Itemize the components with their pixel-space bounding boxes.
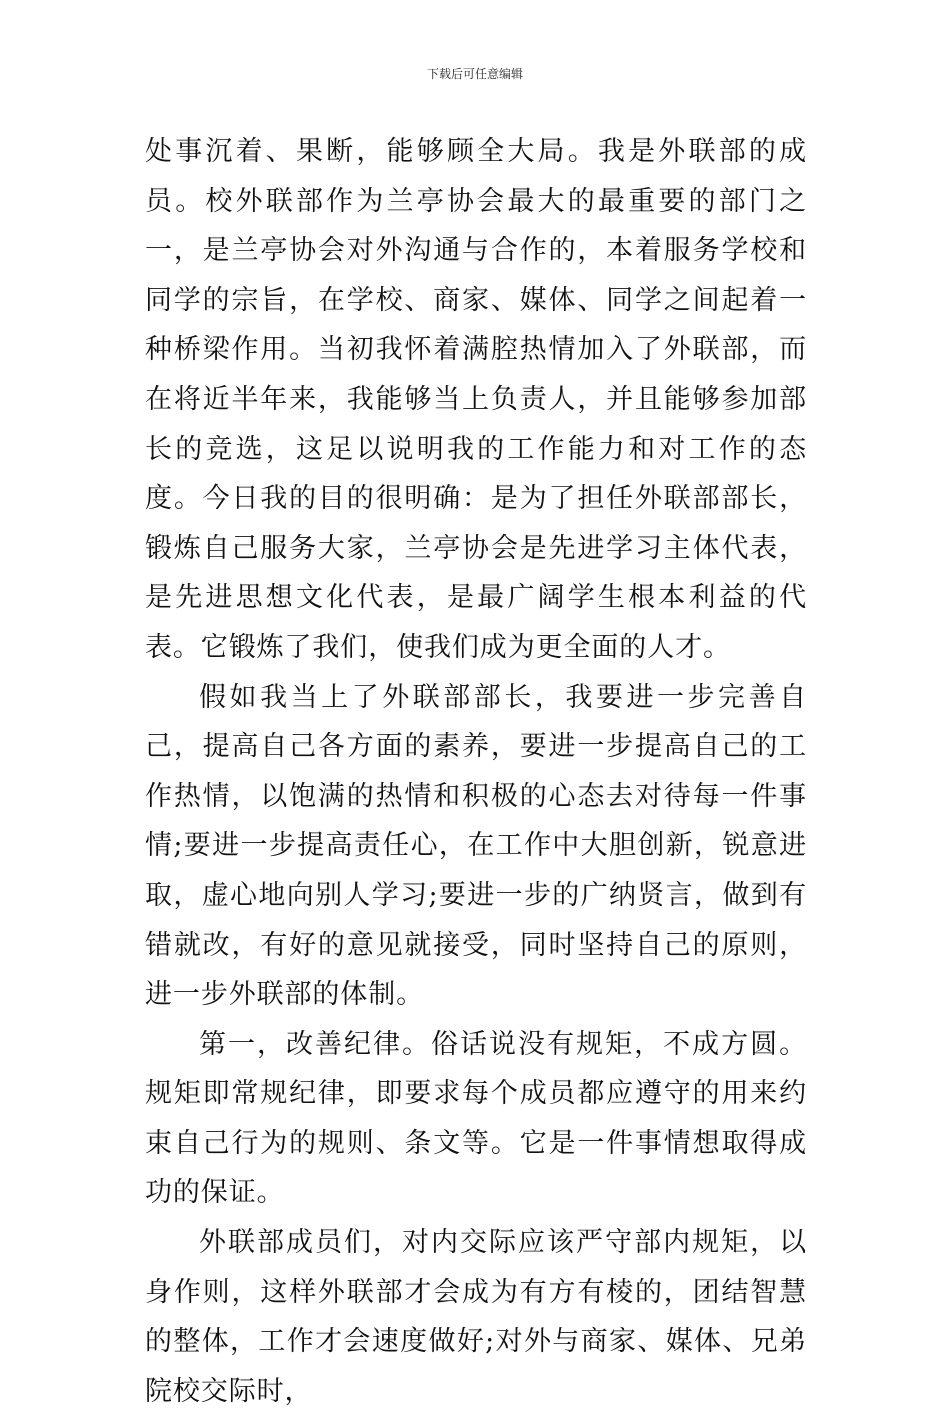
document-body [145,127,807,1416]
paragraph-1: 处事沉着、果断，能够顾全大局。我是外联部的成员。校外联部作为兰亭协会最大的最重要的部门之一，是兰亭协会对外沟通与合作的，本着服务学校和同学的宗旨，在学校、商家、媒体、同学之间起着一种桥梁作用。当初我怀着满腔热情加入了外联部，而在将近半年来，我能够当上负责人，并且能够参加部长的竞选，这足以说明我的工作能力和对工作的态度。今日我的目的很明确：是为了担任外联部部长，锻炼自己服务大家，兰亭协会是先进学习主体代表，是先进思想文化代表，是最广阔学生根本利益的代表。它锻炼了我们，使我们成为更全面的人才。 [145,136,807,663]
paragraph-3: 第一，改善纪律。俗话说没有规矩，不成方圆。规矩即常规纪律，即要求每个成员都应遵守的用来约束自己行为的规则、条文等。它是一件事情想取得成功的保证。 [145,1028,807,1209]
paragraph-4: 外联部成员们，对内交际应该严守部内规矩，以身作则，这样外联部才会成为有方有棱的，团结智慧的整体，工作才会速度做好;对外与商家、媒体、兄弟院校交际时， [145,1227,807,1407]
paragraph-2: 假如我当上了外联部部长，我要进一步完善自己，提高自己各方面的素养，要进一步提高自己的工作热情，以饱满的热情和积极的心态去对待每一件事情;要进一步提高责任心，在工作中大胆创新，锐意进取，虚心地向别人学习;要进一步的广纳贤言，做到有错就改，有好的意见就接受，同时坚持自己的原则，进一步外联部的体制。 [145,681,807,1011]
page-header: 下载后可任意编辑 [426,67,523,81]
